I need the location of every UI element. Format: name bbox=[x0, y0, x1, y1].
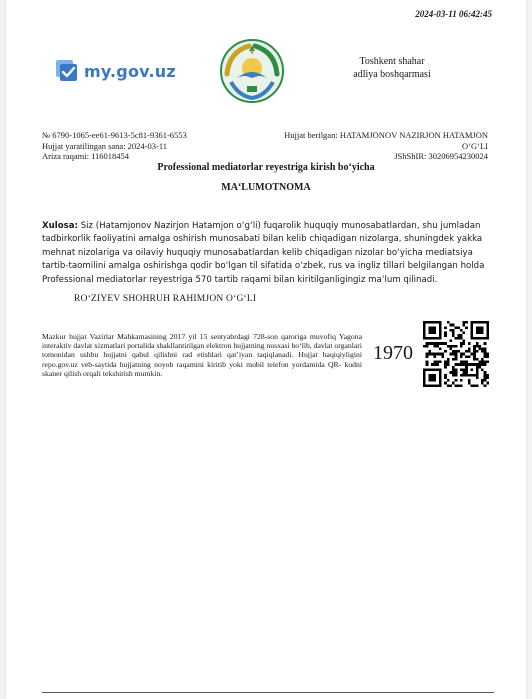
document-number: № 6790-1065-ee61-9613-5c81-9361-6553 bbox=[42, 130, 187, 140]
issued-to-line-2: O‘G‘LI bbox=[462, 140, 488, 151]
mygov-logo bbox=[54, 59, 176, 83]
footer-divider bbox=[42, 692, 494, 693]
print-timestamp: 2024-03-11 06:42:45 bbox=[415, 9, 492, 19]
document-meta-right bbox=[278, 130, 488, 162]
authority-line-2: adliya boshqarmasi bbox=[353, 69, 431, 80]
legal-notice: Mazkur hujjat Vazirlar Mahkamasining 2017 yil 15 sentyabrdagi 728-son qaroriga muvofiq Yagona interaktiv davlat xizmatlari portalida shakllantirilgan elektron hujjatning nusxasi bo‘lib, davlat organlari tomonidan ushbu hujjatni qabul qilishni rad etishlari qat’iyan taqiqlanadi. Hujjat haqiqiyligini repo.gov.uz veb-saytida hujjatning noyob raqamini kiritib yoki mobil telefon yordamida QR- kodni skaner qilish orqali tekshirish mumkin. bbox=[42, 332, 362, 378]
document-subtitle: MA‘LUMOTNOMA bbox=[221, 182, 311, 193]
conclusion-text: Siz (Hatamjonov Nazirjon Hatamjon o‘g‘li) fuqarolik huquqiy munosabatlardan, shu jumladan tadbirkorlik faoliyatini amalga oshirish munosabati bilan kelib chiqadigan nizolarga, shuningdek yakka mehnat nizolariga va oilaviy huquqiy munosabatlardan kelib chiqadigan nizolar bo‘yicha mediatsiya tartib-taomilini amalga oshirishga qodir bo‘lgan til sifatida o‘zbek, rus va ingliz tillari belgilangan holda Professional mediatorlar reyestriga 570 tartib raqami bilan kiritilganligingiz ma’lum qilinadi. bbox=[42, 221, 485, 285]
state-emblem-icon bbox=[219, 38, 285, 104]
signer-name: RO‘ZIYEV SHOHRUH RAHIMJON O‘G‘LI bbox=[74, 294, 257, 304]
document-meta-left bbox=[42, 130, 187, 162]
authority-line-1: Toshkent shahar bbox=[359, 56, 425, 67]
logo-text: my.gov.uz bbox=[84, 61, 176, 81]
qr-code-icon[interactable] bbox=[423, 321, 489, 387]
conclusion-paragraph bbox=[42, 220, 492, 287]
jshshir: JShShIR: 30206954230024 bbox=[394, 151, 488, 161]
conclusion-label: Xulosa: bbox=[42, 221, 78, 231]
created-date: Hujjat yaratilingan sana: 2024-03-11 bbox=[42, 140, 168, 151]
document-code: 1970 bbox=[373, 342, 413, 364]
application-number: Ariza raqami: 116018454 bbox=[42, 151, 130, 161]
my-gov-logo-icon bbox=[54, 59, 80, 83]
issued-to-line-1: Hujjat berilgan: HATAMJONOV NAZIRJON HATAMJON bbox=[284, 130, 488, 140]
issuing-authority bbox=[332, 55, 452, 81]
document-title: Professional mediatorlar reyestriga kirish bo‘yicha bbox=[157, 162, 375, 173]
